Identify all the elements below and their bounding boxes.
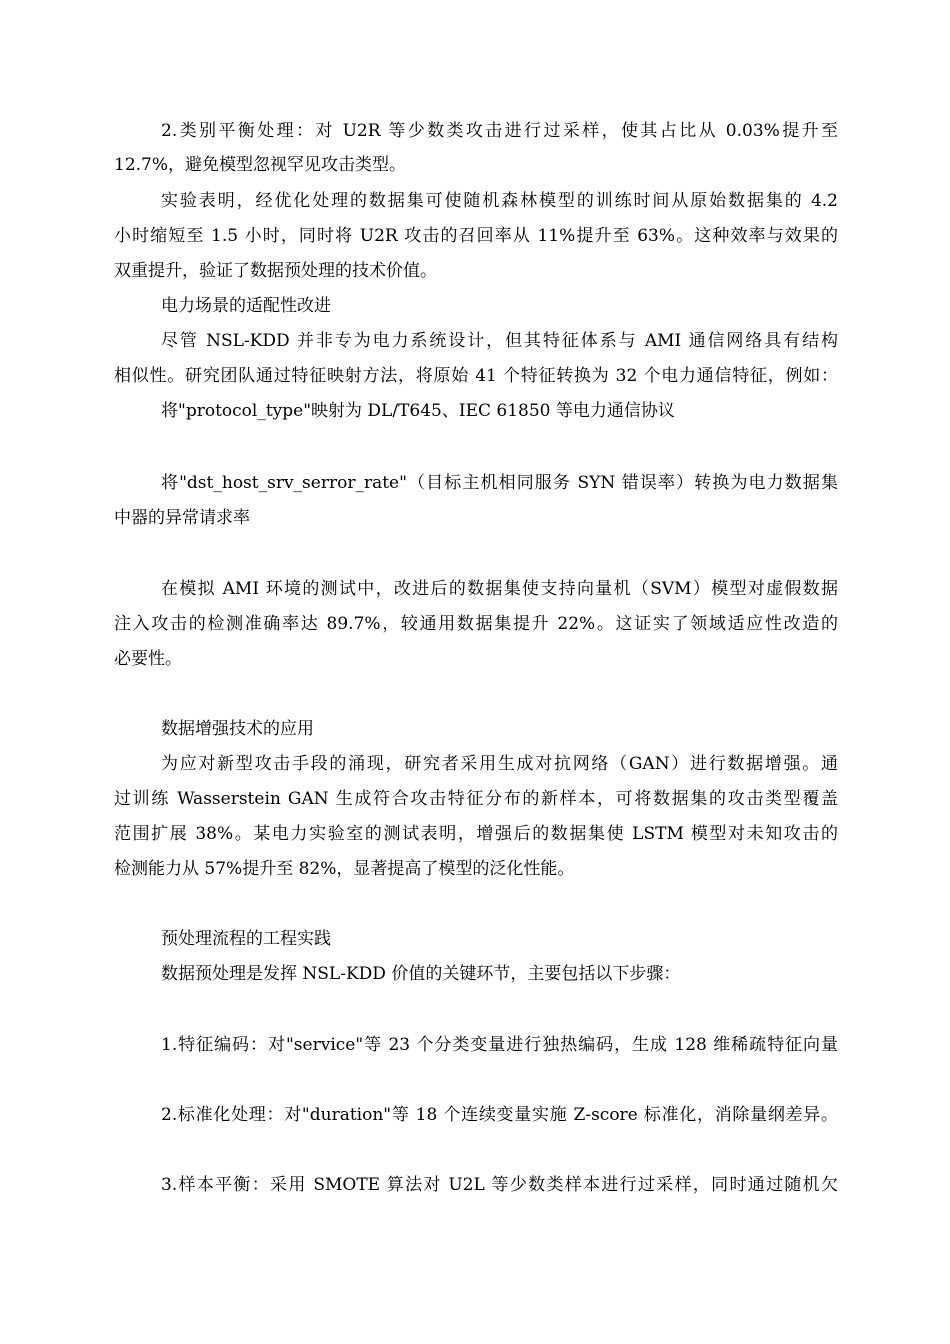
- paragraph-power-line-1: 尽管 NSL-KDD 并非专为电力系统设计，但其特征体系与 AMI 通信网络具有结构: [161, 331, 838, 351]
- paragraph-engineering-intro: 数据预处理是发挥 NSL-KDD 价值的关键环节，主要包括以下步骤：: [161, 964, 681, 984]
- paragraph-ami-test-line-3: 必要性。: [114, 649, 182, 669]
- list-item-step-3: 3.样本平衡：采用 SMOTE 算法对 U2L 等少数类样本进行过采样，同时通过随机欠: [161, 1175, 838, 1195]
- paragraph-ami-test-line-1: 在模拟 AMI 环境的测试中，改进后的数据集使支持向量机（SVM）模型对虚假数据: [161, 579, 838, 599]
- paragraph-class-balance-line-2: 12.7%，避免模型忽视罕见攻击类型。: [114, 155, 407, 175]
- paragraph-serror-mapping-line-2: 中器的异常请求率: [114, 508, 250, 528]
- paragraph-augmentation-line-1: 为应对新型攻击手段的涌现，研究者采用生成对抗网络（GAN）进行数据增强。通: [161, 754, 838, 774]
- paragraph-ami-test-line-2: 注入攻击的检测准确率达 89.7%，较通用数据集提升 22%。这证实了领域适应性改造的: [114, 614, 838, 634]
- paragraph-class-balance-line-1: 2.类别平衡处理：对 U2R 等少数类攻击进行过采样，使其占比从 0.03%提升至: [161, 121, 838, 141]
- list-item-step-1: 1.特征编码：对"service"等 23 个分类变量进行独热编码，生成 128 维稀疏特征向量: [161, 1035, 838, 1055]
- paragraph-augmentation-line-4: 检测能力从 57%提升至 82%，显著提高了模型的泛化性能。: [114, 859, 575, 879]
- paragraph-experiment-line-1: 实验表明，经优化处理的数据集可使随机森林模型的训练时间从原始数据集的 4.2: [161, 191, 838, 211]
- section-heading-augmentation: 数据增强技术的应用: [161, 719, 314, 739]
- paragraph-serror-mapping-line-1: 将"dst_host_srv_serror_rate"（目标主机相同服务 SYN 错误率）转换为电力数据集: [161, 473, 838, 493]
- section-heading-power: 电力场景的适配性改进: [161, 296, 331, 316]
- paragraph-power-line-2: 相似性。研究团队通过特征映射方法，将原始 41 个特征转换为 32 个电力通信特征，例如：: [114, 366, 838, 386]
- paragraph-augmentation-line-3: 范围扩展 38%。某电力实验室的测试表明，增强后的数据集使 LSTM 模型对未知攻击的: [114, 824, 838, 844]
- list-item-step-2: 2.标准化处理：对"duration"等 18 个连续变量实施 Z-score 标准化，消除量纲差异。: [161, 1105, 838, 1125]
- paragraph-augmentation-line-2: 过训练 Wasserstein GAN 生成符合攻击特征分布的新样本，可将数据集的攻击类型覆盖: [114, 789, 838, 809]
- section-heading-engineering: 预处理流程的工程实践: [161, 929, 331, 949]
- paragraph-protocol-mapping: 将"protocol_type"映射为 DL/T645、IEC 61850 等电力通信协议: [161, 401, 675, 421]
- paragraph-experiment-line-2: 小时缩短至 1.5 小时，同时将 U2R 攻击的召回率从 11%提升至 63%。这种效率与效果的: [114, 226, 838, 246]
- paragraph-experiment-line-3: 双重提升，验证了数据预处理的技术价值。: [114, 261, 437, 281]
